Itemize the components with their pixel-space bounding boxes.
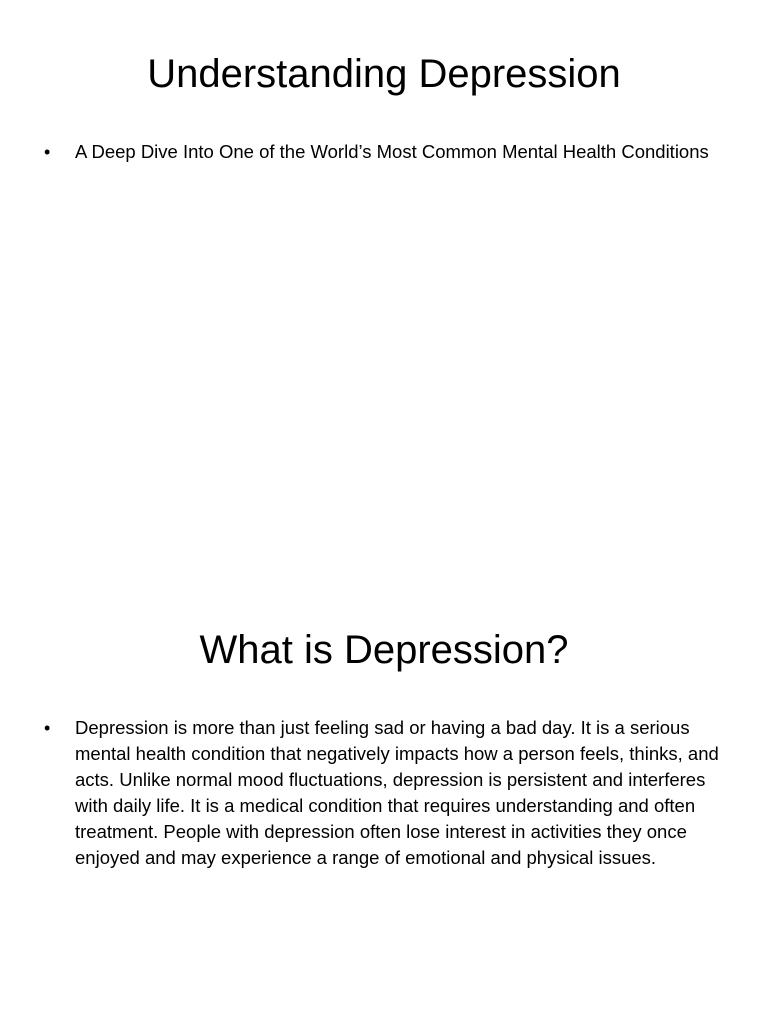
bullet-text: A Deep Dive Into One of the World’s Most Common Mental Health Conditions <box>75 141 709 162</box>
slide-title: What is Depression? <box>199 628 569 672</box>
bullet-marker: • <box>44 718 51 738</box>
bullet-list <box>40 139 720 165</box>
bullet-text: Depression is more than just feeling sad or having a bad day. It is a serious mental health condition that negatively impacts how a person feels, thinks, and acts. Unlike normal mood fluctuations, depression is persistent and interferes with daily life. It is a medical condition that requires understanding and often treatment. People with depression often lose interest in activities they once enjoyed and may experience a range of emotional and physical issues. <box>75 717 719 868</box>
slide-title: Understanding Depression <box>147 52 621 96</box>
slide-2 <box>0 576 768 1024</box>
bullet-item <box>40 139 720 165</box>
bullet-item <box>40 715 720 871</box>
bullet-marker: • <box>44 142 51 162</box>
bullet-list <box>40 715 720 871</box>
